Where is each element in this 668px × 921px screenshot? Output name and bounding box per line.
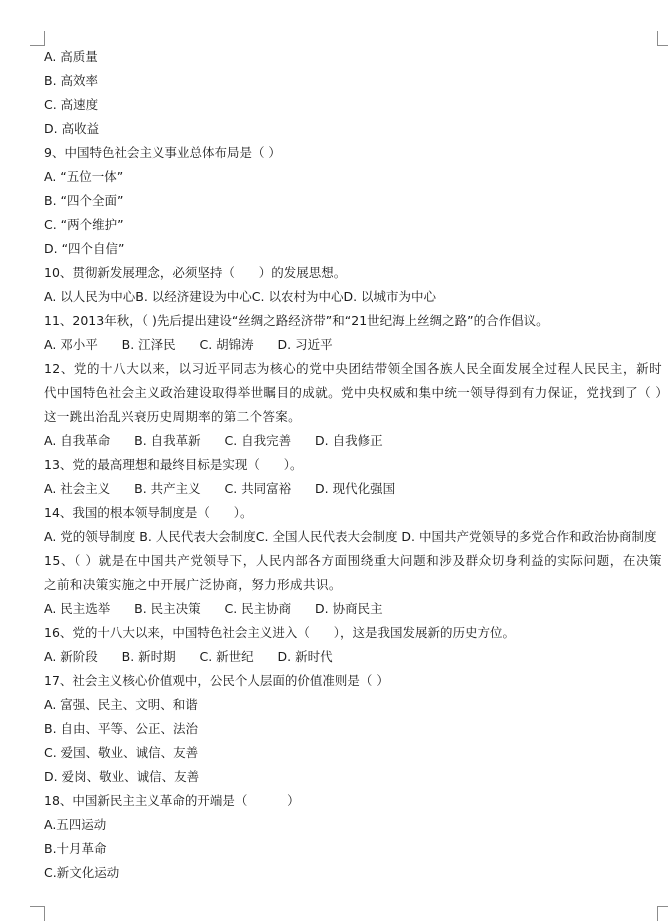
option-line: A. “五位一体” xyxy=(44,169,124,184)
crop-mark-top-right xyxy=(657,31,668,46)
option-line: B. “四个全面” xyxy=(44,193,124,208)
option-line: D. 高收益 xyxy=(44,121,100,136)
option-line: A. 高质量 xyxy=(44,49,98,64)
option-line: D. “四个自信” xyxy=(44,241,125,256)
options-15: A. 民主选举 B. 民主决策 C. 民主协商 D. 协商民主 xyxy=(44,601,383,616)
option-line: B.十月革命 xyxy=(44,841,107,856)
question-16: 16、党的十八大以来，中国特色社会主义进入（ ），这是我国发展新的历史方位。 xyxy=(44,625,515,640)
question-11: 11、2013年秋，（ )先后提出建设“丝绸之路经济带”和“21世纪海上丝绸之路”的合作倡议。 xyxy=(44,313,549,328)
option-line: C. “两个维护” xyxy=(44,217,124,232)
options-10: A. 以人民为中心B. 以经济建设为中心C. 以农村为中心D. 以城市为中心 xyxy=(44,289,437,304)
question-list xyxy=(44,45,662,885)
option-line: A. 富强、民主、文明、和谐 xyxy=(44,697,198,712)
question-18: 18、中国新民主主义革命的开端是（ ） xyxy=(44,793,300,808)
question-15: 15、（ ）就是在中国共产党领导下，人民内部各方面围绕重大问题和涉及群众切身利益的实际问题，在决策之前和决策实施之中开展广泛协商，努力形成共识。 xyxy=(44,553,662,592)
option-line: A.五四运动 xyxy=(44,817,107,832)
question-17: 17、社会主义核心价值观中，公民个人层面的价值准则是（ ） xyxy=(44,673,389,688)
question-9: 9、中国特色社会主义事业总体布局是（ ） xyxy=(44,145,281,160)
option-line: B. 自由、平等、公正、法治 xyxy=(44,721,199,736)
option-line: D. 爱岗、敬业、诚信、友善 xyxy=(44,769,200,784)
option-line: C.新文化运动 xyxy=(44,865,120,880)
question-14: 14、我国的根本领导制度是（ ）。 xyxy=(44,505,253,520)
option-line: C. 爱国、敬业、诚信、友善 xyxy=(44,745,199,760)
crop-mark-bottom-left xyxy=(30,906,45,921)
options-11: A. 邓小平 B. 江泽民 C. 胡锦涛 D. 习近平 xyxy=(44,337,333,352)
option-line: B. 高效率 xyxy=(44,73,99,88)
question-10: 10、贯彻新发展理念，必须坚持（ ）的发展思想。 xyxy=(44,265,347,280)
crop-mark-bottom-right xyxy=(657,906,668,921)
option-line: C. 高速度 xyxy=(44,97,99,112)
question-12: 12、党的十八大以来，以习近平同志为核心的党中央团结带领全国各族人民全面发展全过程人民民主，新时代中国特色社会主义政治建设取得举世瞩目的成就。党中央权威和集中统一领导得到有力保证，党找到了（ ）这一跳出治乱兴衰历史周期率的第二个答案。 xyxy=(44,361,662,424)
options-16: A. 新阶段 B. 新时期 C. 新世纪 D. 新时代 xyxy=(44,649,333,664)
options-14: A. 党的领导制度 B. 人民代表大会制度C. 全国人民代表大会制度 D. 中国共产党领导的多党合作和政治协商制度 xyxy=(44,529,657,544)
crop-mark-top-left xyxy=(30,31,45,46)
options-13: A. 社会主义 B. 共产主义 C. 共同富裕 D. 现代化强国 xyxy=(44,481,396,496)
options-12: A. 自我革命 B. 自我革新 C. 自我完善 D. 自我修正 xyxy=(44,433,383,448)
question-13: 13、党的最高理想和最终目标是实现（ ）。 xyxy=(44,457,303,472)
